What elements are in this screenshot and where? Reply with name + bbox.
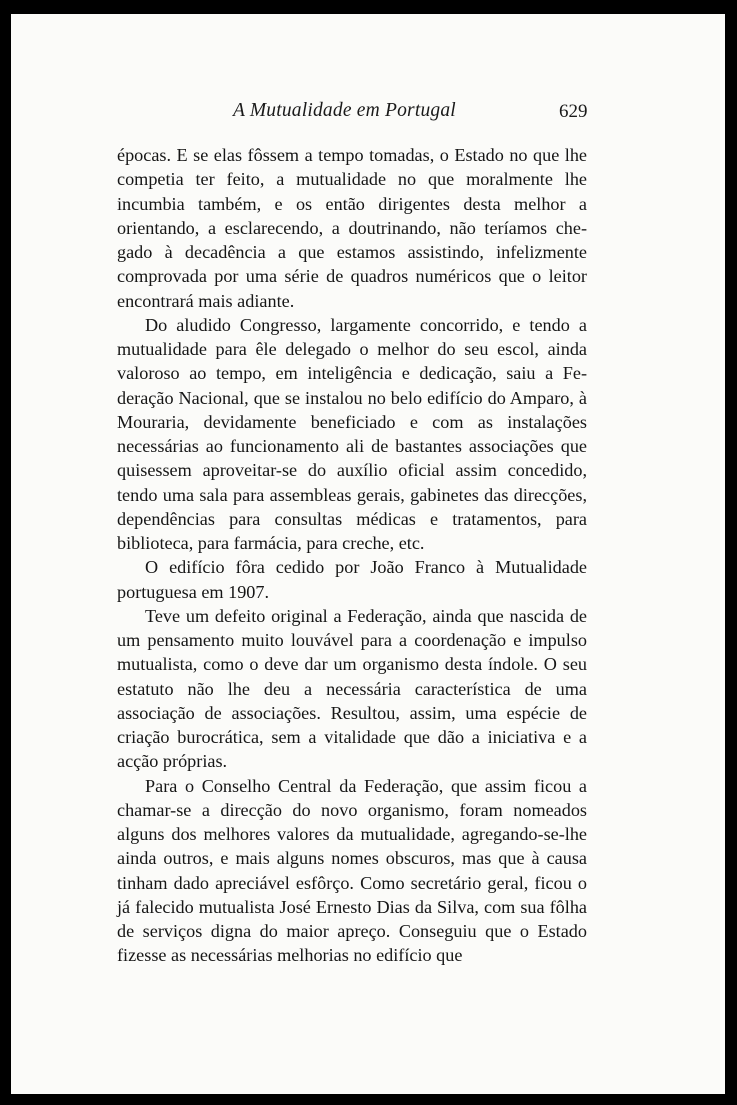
running-title: A Mutualidade em Portugal [233,100,456,121]
page-number: 629 [559,101,588,122]
paragraph-continuation: épocas. E se elas fôssem a tempo tomadas, o Estado no que lhe competia ter feito, a mutualidade no que moralmente lhe incumbia também, e os então dirigentes desta melhor a orientando, a esclarecendo, a doutrinando, não teríamos chegado à decadência a que estamos assistindo, infelizmente comprovada por uma série de quadros numéricos que o leitor encontrará mais adiante. [117,145,587,311]
paragraph: Do aludido Congresso, largamente concorrido, e tendo a mutualidade para êle delegado o melhor do seu escol, ainda valoroso ao tempo, em inteligência e dedicação, saiu a Federação Nacional, que se instalou no belo edifício do Amparo, à Mouraria, devidamente beneficiado e com as instalações necessárias ao funcionamento ali de bastantes associações que quisessem aproveitar-se do auxílio oficial assim concedido, tendo uma sala para assembleas gerais, gabinetes das direcções, dependências para consultas médicas e tratamentos, para biblioteca, para farmácia, para creche, etc. [117,314,587,553]
body-text [117,143,587,968]
running-header [11,100,725,130]
paragraph: Para o Conselho Central da Federação, que assim ficou a chamar-se a direcção do novo organismo, foram nomeados alguns dos melhores valores da mutualidade, agregando-se-lhe ainda outros, e mais alguns nomes obscuros, mas que à causa tinham dado apreciável esfôrço. Como secretário geral, ficou o já falecido mutualista José Ernesto Dias da Silva, com sua fôlha de serviços digna do maior apreço. Conseguiu que o Estado fizesse as necessárias melhorias no edifício que [117,775,587,966]
paragraph: O edifício fôra cedido por João Franco à Mutualidade portuguesa em 1907. [117,557,587,602]
book-page [11,14,725,1094]
paragraph: Teve um defeito original a Federação, ainda que nascida de um pensamento muito louvável para a coordenação e impulso mutualista, como o deve dar um organismo desta índole. O seu estatuto não lhe deu a necessária característica de uma associação de associações. Resultou, assim, uma espécie de criação burocrática, sem a vitalidade que dão a iniciativa e a acção próprias. [117,605,587,772]
